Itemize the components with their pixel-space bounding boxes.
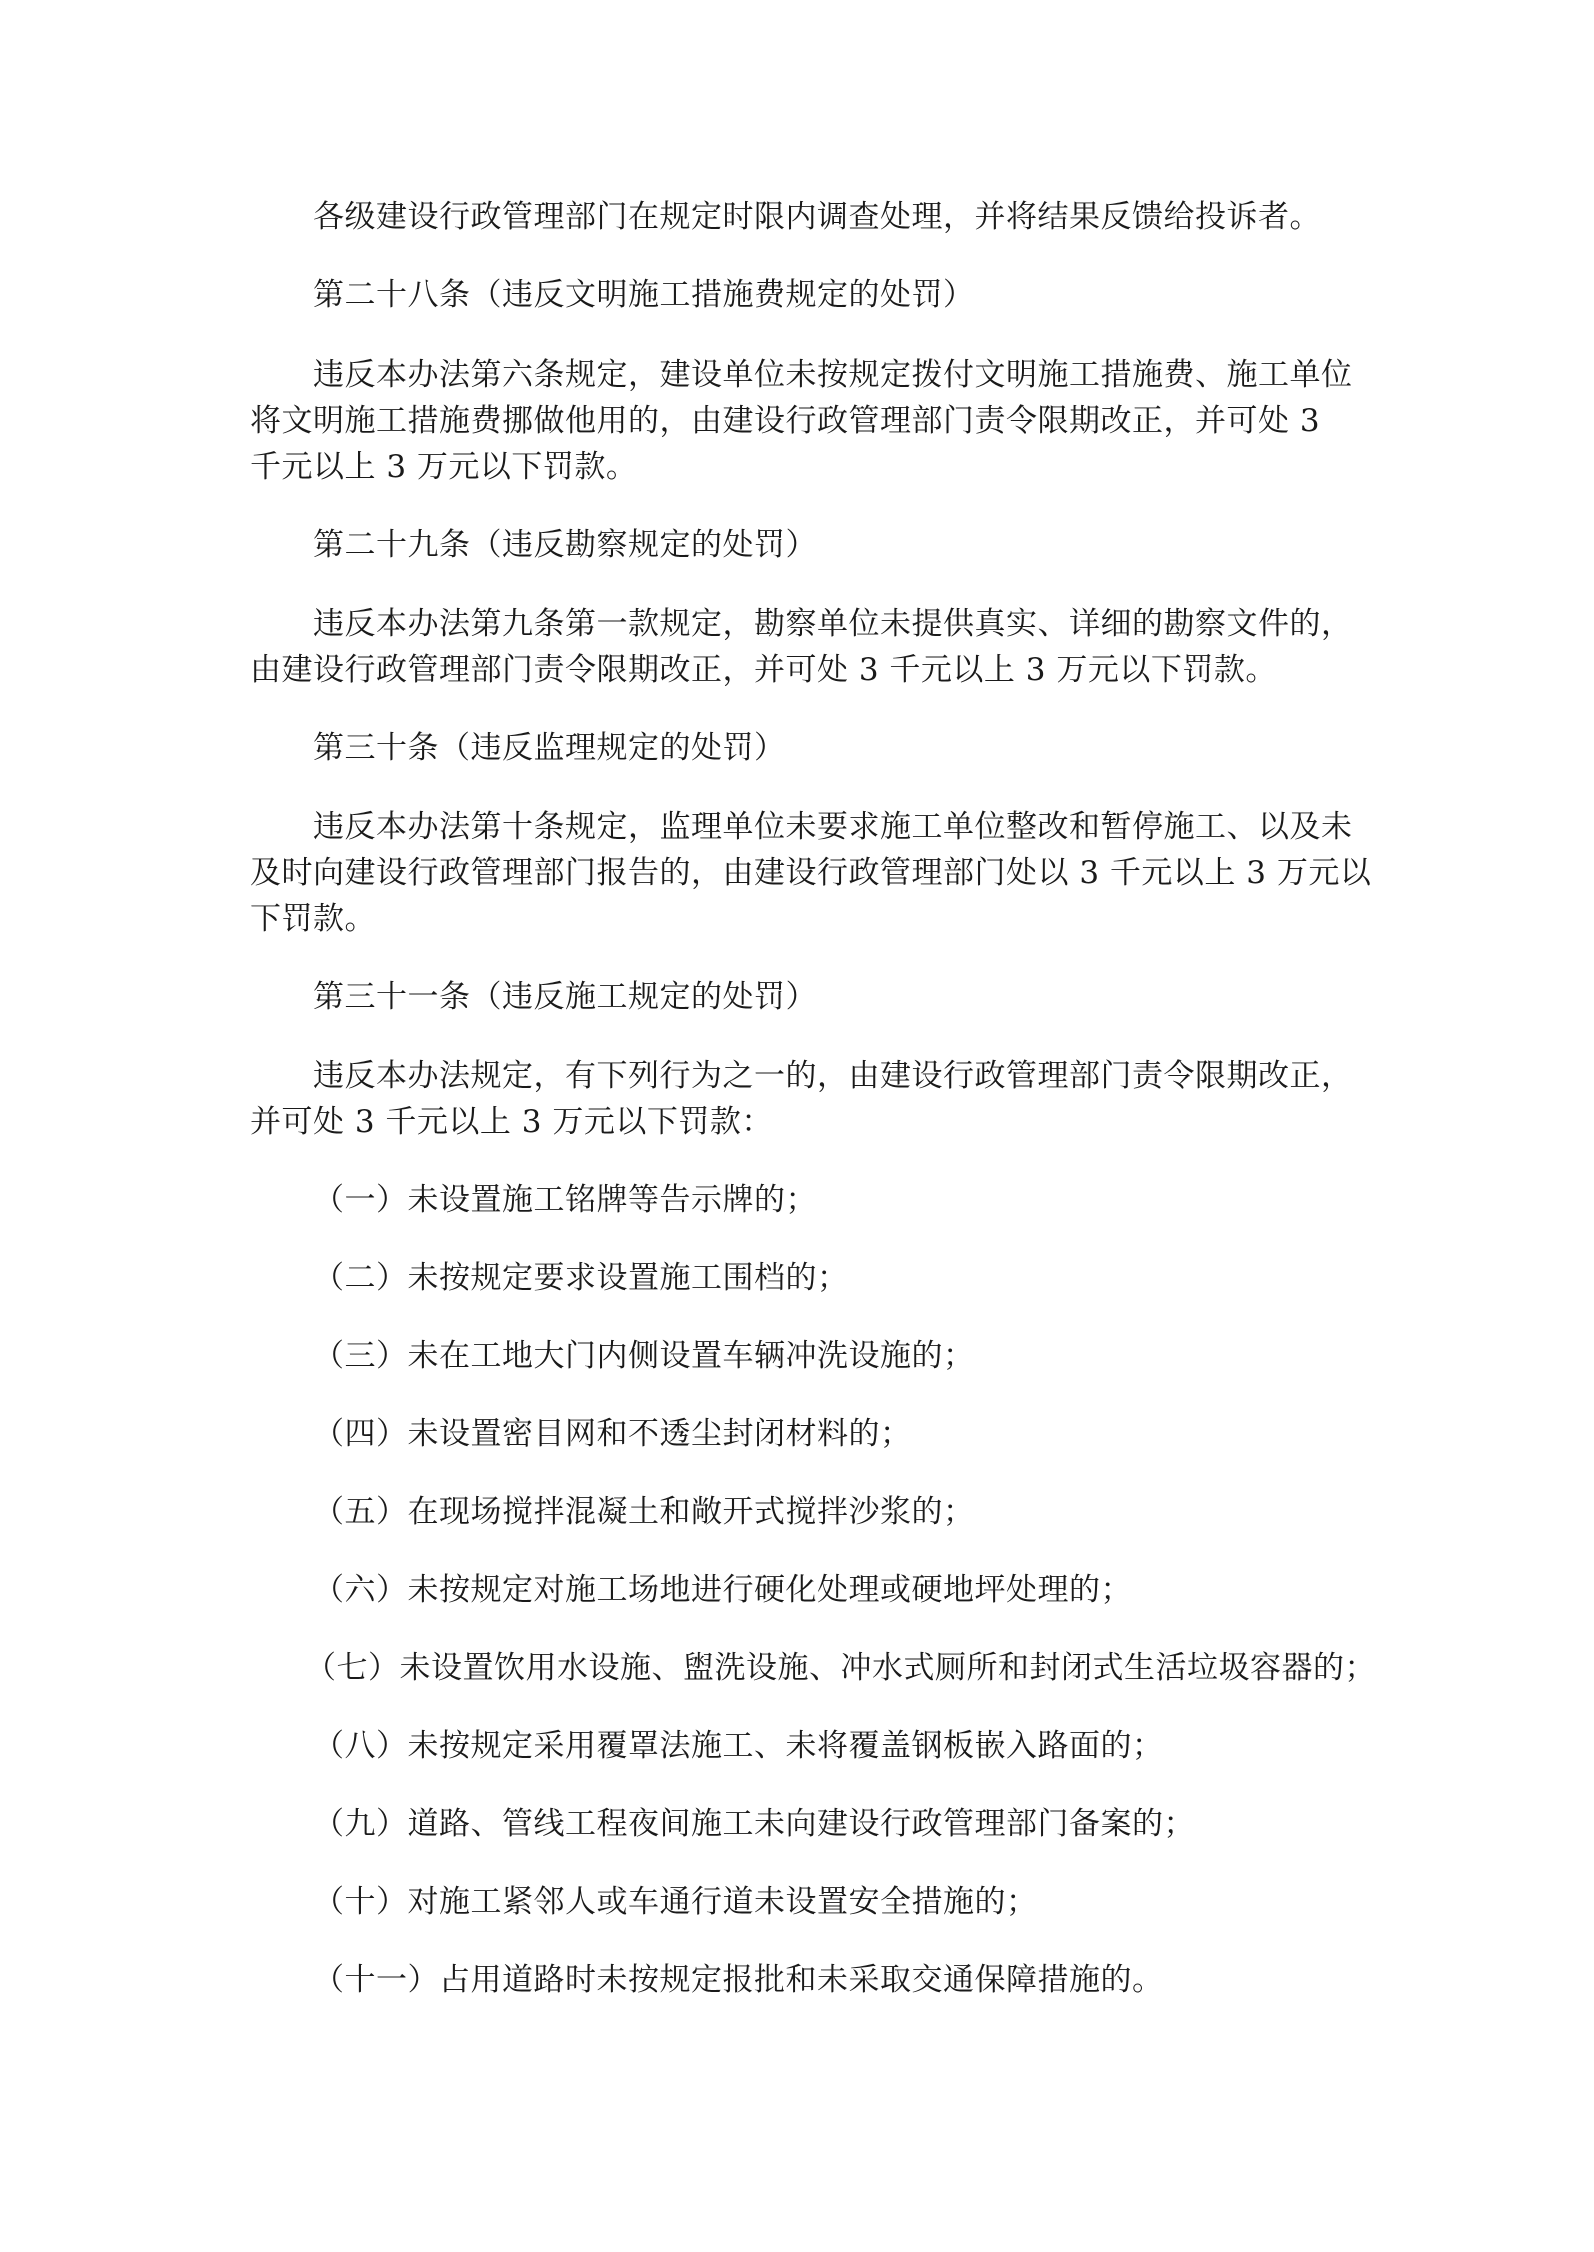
paragraph-line: 违反本办法第十条规定，监理单位未要求施工单位整改和暂停施工、以及未 — [313, 809, 1353, 845]
list-item: （七）未设置饮用水设施、盥洗设施、冲水式厕所和封闭式生活垃圾容器的； — [305, 1650, 1376, 1686]
list-item: （九）道路、管线工程夜间施工未向建设行政管理部门备案的； — [313, 1806, 1195, 1842]
paragraph-line: 并可处 3 千元以上 3 万元以下罚款： — [250, 1104, 773, 1140]
paragraph-line: 由建设行政管理部门责令限期改正，并可处 3 千元以上 3 万元以下罚款。 — [250, 652, 1277, 688]
paragraph-line: 违反本办法规定，有下列行为之一的，由建设行政管理部门责令限期改正， — [313, 1058, 1353, 1094]
paragraph-line: 将文明施工措施费挪做他用的，由建设行政管理部门责令限期改正，并可处 3 — [250, 403, 1321, 439]
article-heading: 第三十条（违反监理规定的处罚） — [313, 730, 786, 766]
list-item: （十）对施工紧邻人或车通行道未设置安全措施的； — [313, 1884, 1038, 1920]
list-item: （一）未设置施工铭牌等告示牌的； — [313, 1182, 817, 1218]
list-item: （二）未按规定要求设置施工围档的； — [313, 1260, 849, 1296]
list-item: （三）未在工地大门内侧设置车辆冲洗设施的； — [313, 1338, 975, 1374]
paragraph-line: 千元以上 3 万元以下罚款。 — [250, 449, 638, 485]
article-heading: 第二十八条（违反文明施工措施费规定的处罚） — [313, 277, 975, 313]
list-item: （四）未设置密目网和不透尘封闭材料的； — [313, 1416, 912, 1452]
paragraph-line: 各级建设行政管理部门在规定时限内调查处理，并将结果反馈给投诉者。 — [313, 199, 1321, 235]
paragraph-line: 及时向建设行政管理部门报告的，由建设行政管理部门处以 3 千元以上 3 万元以 — [250, 855, 1372, 891]
list-item: （五）在现场搅拌混凝土和敞开式搅拌沙浆的； — [313, 1494, 975, 1530]
list-item: （六）未按规定对施工场地进行硬化处理或硬地坪处理的； — [313, 1572, 1132, 1608]
article-heading: 第二十九条（违反勘察规定的处罚） — [313, 527, 817, 563]
list-item: （八）未按规定采用覆罩法施工、未将覆盖钢板嵌入路面的； — [313, 1728, 1164, 1764]
paragraph-line: 下罚款。 — [250, 901, 376, 937]
paragraph-line: 违反本办法第九条第一款规定，勘察单位未提供真实、详细的勘察文件的， — [313, 606, 1353, 642]
paragraph-line: 违反本办法第六条规定，建设单位未按规定拨付文明施工措施费、施工单位 — [313, 357, 1353, 393]
article-heading: 第三十一条（违反施工规定的处罚） — [313, 979, 817, 1015]
list-item: （十一）占用道路时未按规定报批和未采取交通保障措施的。 — [313, 1962, 1164, 1998]
